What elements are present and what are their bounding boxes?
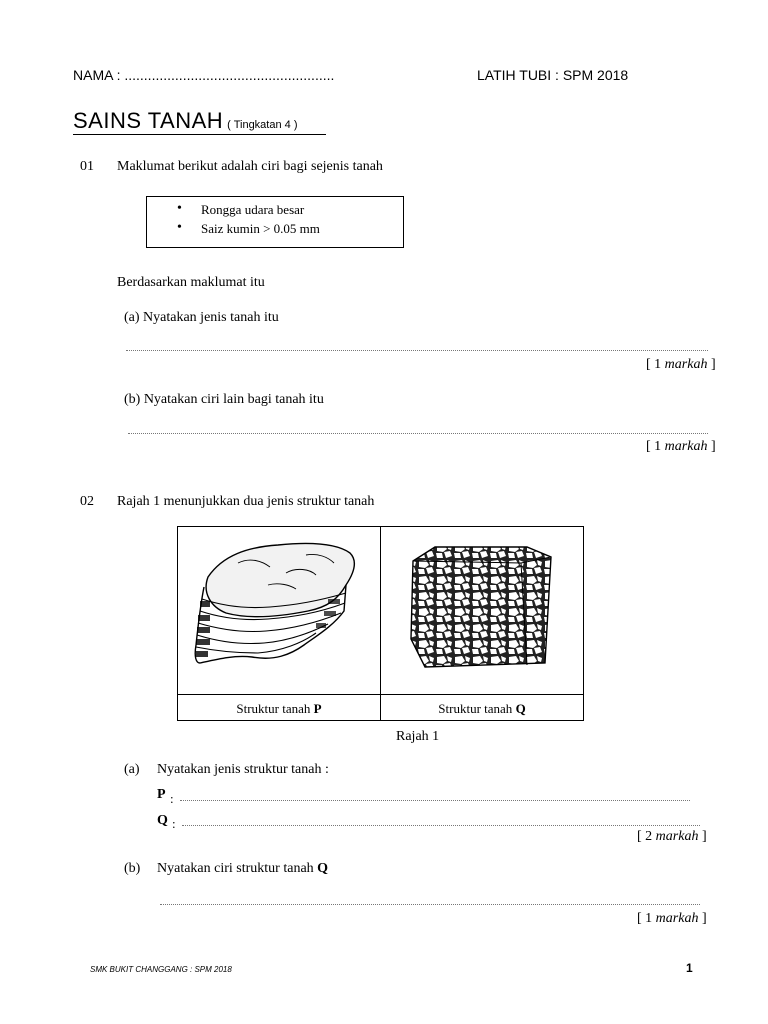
marks-prefix: [ 1 (646, 439, 665, 454)
q2a-text: Nyatakan jenis struktur tanah : (157, 762, 329, 777)
marks-word: markah (655, 911, 699, 926)
q1-stem: Maklumat berikut adalah ciri bagi sejenis tanah (117, 159, 383, 174)
marks-word: markah (664, 439, 708, 454)
marks-word: markah (664, 357, 708, 372)
marks-close: ] (698, 829, 707, 844)
q2a-number: (a) (124, 762, 140, 777)
q1-based-text: Berdasarkan maklumat itu (117, 275, 265, 290)
info-item: • Rongga udara besar (201, 202, 304, 218)
marks-word: markah (655, 829, 699, 844)
q1a-answer-line[interactable] (126, 350, 708, 351)
caption-p-letter: P (313, 701, 322, 716)
q2b-number: (b) (124, 861, 141, 876)
q1-number: 01 (80, 159, 94, 174)
q2b-marks (637, 911, 707, 927)
figure-cell-p (178, 527, 380, 694)
marks-close: ] (698, 911, 707, 926)
q2a-marks (637, 829, 707, 845)
figure-table (177, 526, 584, 721)
q2a-p-answer-line[interactable] (180, 800, 690, 801)
q2b-answer-line[interactable] (160, 904, 700, 905)
q2-number: 02 (80, 494, 94, 509)
q2-stem: Rajah 1 menunjukkan dua jenis struktur tanah (117, 494, 375, 509)
footer-school: SMK BUKIT CHANGGANG : SPM 2018 (90, 965, 232, 974)
caption-q-text: Struktur tanah (438, 701, 516, 716)
q2a-p-label: P (157, 787, 166, 802)
page-title (73, 108, 298, 134)
caption-p (178, 694, 380, 722)
q1b-answer-line[interactable] (128, 433, 708, 434)
exercise-label: LATIH TUBI : SPM 2018 (477, 67, 629, 83)
marks-prefix: [ 2 (637, 829, 656, 844)
marks-prefix: [ 1 (637, 911, 656, 926)
title-main: SAINS TANAH (73, 108, 224, 133)
granular-structure-image (381, 527, 583, 694)
figure-label: Rajah 1 (396, 729, 440, 744)
marks-close: ] (707, 439, 716, 454)
q2b-text (157, 861, 328, 877)
q2b-stem: Nyatakan ciri struktur tanah (157, 861, 318, 876)
q1a-marks (646, 357, 716, 373)
title-form: ( Tingkatan 4 ) (227, 119, 298, 131)
page-number: 1 (686, 961, 693, 975)
name-field-label: NAMA : ...................................................... (73, 67, 335, 83)
q1b-text: (b) Nyatakan ciri lain bagi tanah itu (124, 392, 324, 407)
marks-close: ] (707, 357, 716, 372)
q1b-marks (646, 439, 716, 455)
q2b-letter: Q (317, 861, 329, 876)
title-underline (73, 134, 326, 135)
caption-q (381, 694, 583, 722)
marks-prefix: [ 1 (646, 357, 665, 372)
q1-info-box (146, 196, 404, 248)
platy-structure-image (178, 527, 380, 694)
info-item: • Saiz kumin > 0.05 mm (201, 221, 320, 237)
caption-p-text: Struktur tanah (236, 701, 314, 716)
figure-cell-q (381, 527, 583, 694)
q2a-q-label: Q (157, 813, 168, 828)
caption-q-letter: Q (515, 701, 526, 716)
q2a-q-answer-line[interactable] (182, 825, 700, 826)
q1a-text: (a) Nyatakan jenis tanah itu (124, 310, 279, 325)
